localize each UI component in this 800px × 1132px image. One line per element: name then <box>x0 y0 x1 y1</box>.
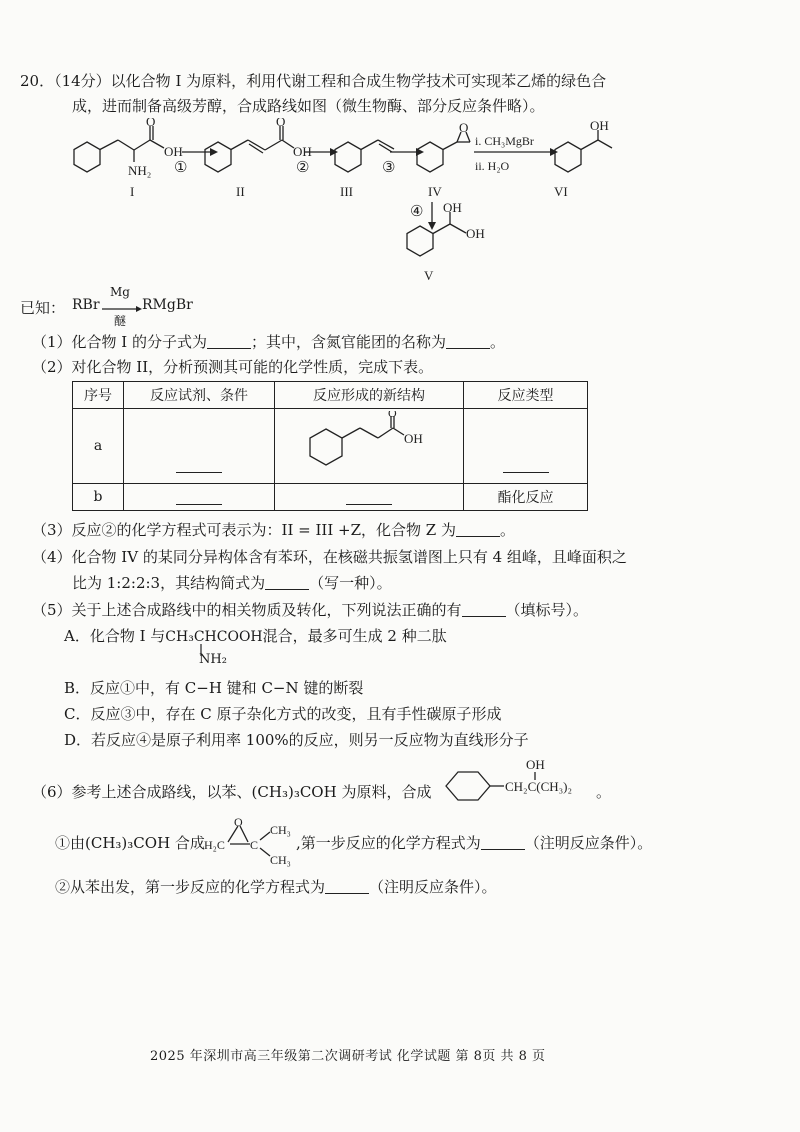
q4-line1: （4）化合物 IV 的某同分异构体含有苯环，在核磁共振氢谱图上只有 4 组峰，且峰面积之 <box>32 548 627 566</box>
atom-o-II: O <box>276 118 286 129</box>
row-b-reagent-blank[interactable] <box>176 490 222 505</box>
row-a-reagent-blank[interactable] <box>176 458 222 473</box>
q4-blank[interactable] <box>265 575 309 590</box>
atom-oh-V-2: OH <box>466 226 485 241</box>
table-header-reagent: 反应试剂、条件 <box>124 382 275 409</box>
epoxide-c: C <box>250 838 259 852</box>
step-4-label: ④ <box>410 204 424 220</box>
compound-label-III: III <box>340 184 353 199</box>
epoxide-structure <box>202 816 302 868</box>
q5-option-d: D．若反应④是原子利用率 100%的反应，则另一反应物为直线形分子 <box>64 731 529 749</box>
atom-oh-II: OH <box>293 144 312 159</box>
epoxide-h2c: H₂C <box>204 838 225 852</box>
reagent-2: ii. H₂O <box>475 159 510 173</box>
epoxide-ch3-b: CH₃ <box>270 853 291 867</box>
q5-blank[interactable] <box>462 602 506 617</box>
target-alcohol-structure <box>438 756 608 806</box>
question-stem-line1: 20．（14分）以化合物 I 为原料，利用代谢工程和合成生物学技术可实现苯乙烯的绿色合 <box>20 72 607 90</box>
atom-oh-I: OH <box>164 144 183 159</box>
table-header-no: 序号 <box>73 382 124 409</box>
synthesis-scheme <box>60 118 660 300</box>
epoxide-o: O <box>234 816 243 829</box>
benzene-ring-VI <box>555 142 581 172</box>
target-chain: CH₂C(CH₃)₂ <box>505 779 573 794</box>
q1-blank-2[interactable] <box>446 334 490 349</box>
benzene-ring-II <box>205 142 231 172</box>
q5-option-a: A．化合物 I 与CH₃CHCOOH混合，最多可生成 2 种二肽 <box>64 627 447 645</box>
known-condition-below: 醚 <box>114 314 127 328</box>
q5-option-c: C．反应③中，存在 C 原子杂化方式的改变，且有手性碳原子形成 <box>64 705 502 723</box>
q1-text: （1）化合物 I 的分子式为 ；其中，含氮官能团的名称为 。 <box>32 333 506 351</box>
q3-blank[interactable] <box>456 522 500 537</box>
q4-line2: 比为 1:2:2:3，其结构简式为 （写一种）。 <box>72 574 392 592</box>
table-header-structure: 反应形成的新结构 <box>275 382 464 409</box>
target-oh: OH <box>526 757 545 772</box>
epoxide-ch3-a: CH₃ <box>270 823 291 837</box>
q6-part1-a: ①由(CH₃)₃COH 合成 <box>55 834 205 852</box>
step-3-label: ③ <box>382 160 396 176</box>
atom-oh-V-1: OH <box>443 200 462 215</box>
struct-o: O <box>388 411 397 420</box>
compound-label-V: V <box>424 268 434 283</box>
table-row-a-label: a <box>73 409 124 484</box>
alanine-formula: CH₃CHCOOH <box>165 629 263 645</box>
step-1-label: ① <box>174 160 188 176</box>
benzene-ring-IV <box>417 142 443 172</box>
q5-text: （5）关于上述合成路线中的相关物质及转化，下列说法正确的有 （填标号）。 <box>32 601 589 619</box>
table-row-b-label: b <box>73 484 124 511</box>
known-prefix: 已知： <box>20 299 66 317</box>
step-2-label: ② <box>296 160 310 176</box>
cyclohexyl-propanoic-acid <box>294 411 444 477</box>
table-row-a-type[interactable] <box>464 409 588 484</box>
q1-blank-1[interactable] <box>207 334 251 349</box>
struct-oh: OH <box>404 431 423 446</box>
q6-text: （6）参考上述合成路线，以苯、(CH₃)₃COH 为原料，合成 <box>32 783 432 801</box>
table-header-type: 反应类型 <box>464 382 588 409</box>
known-condition-above: Mg <box>110 285 130 299</box>
reaction-table <box>72 381 588 511</box>
q6-blank-2[interactable] <box>325 879 369 894</box>
compound-label-VI: VI <box>554 184 568 199</box>
table-row-b-type: 酯化反应 <box>464 484 588 511</box>
q6-part1-b: ,第一步反应的化学方程式为 （注明反应条件）。 <box>296 834 653 852</box>
atom-o-IV: O <box>459 120 469 135</box>
compound-label-I: I <box>130 184 135 199</box>
q6-blank-1[interactable] <box>481 835 525 850</box>
q2-text: （2）对化合物 II，分析预测其可能的化学性质，完成下表。 <box>32 358 434 376</box>
q6-part2: ②从苯出发，第一步反应的化学方程式为 （注明反应条件）。 <box>55 878 497 896</box>
table-row-a-reagent[interactable] <box>124 409 275 484</box>
table-row-b-structure[interactable] <box>275 484 464 511</box>
compound-label-IV: IV <box>428 184 442 199</box>
page-footer: 2025 年深圳市高三年级第二次调研考试 化学试题 第 8页 共 8 页 <box>150 1049 546 1064</box>
alanine-nh2: NH₂ <box>199 652 227 667</box>
table-row-b-reagent[interactable] <box>124 484 275 511</box>
benzene-ring-V <box>407 226 433 256</box>
row-b-structure-blank[interactable] <box>346 490 392 505</box>
reagent-1: i. CH₃MgBr <box>475 134 534 148</box>
atom-nh2-I: NH₂ <box>128 163 152 178</box>
benzene-ring-I <box>74 142 100 172</box>
known-reactant: RBr <box>72 297 100 313</box>
q3-text: （3）反应②的化学方程式可表示为：II = III +Z，化合物 Z 为 。 <box>32 521 516 539</box>
benzene-ring-III <box>335 142 361 172</box>
table-row-a-structure <box>275 409 464 484</box>
atom-o-I: O <box>146 118 156 129</box>
q5-option-b: B．反应①中，有 C−H 键和 C−N 键的断裂 <box>64 679 364 697</box>
q6-period: 。 <box>596 783 612 801</box>
compound-label-II: II <box>236 184 245 199</box>
known-product: RMgBr <box>142 297 193 313</box>
atom-oh-VI: OH <box>590 118 609 133</box>
question-stem-line2: 成，进而制备高级芳醇，合成路线如图（微生物酶、部分反应条件略）。 <box>72 97 545 115</box>
row-a-type-blank[interactable] <box>503 458 549 473</box>
